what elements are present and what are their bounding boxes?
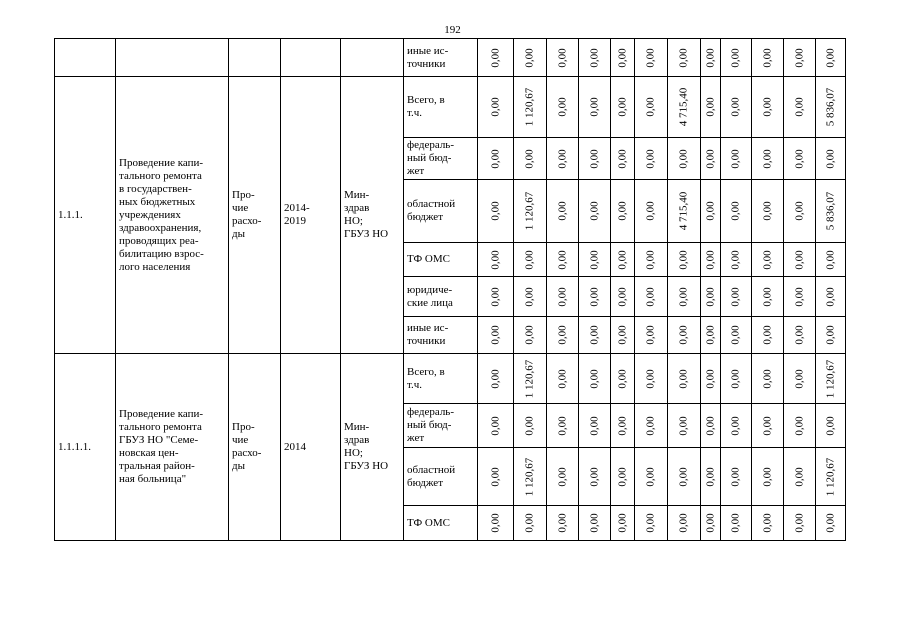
value-cell	[752, 404, 784, 448]
value-cell	[721, 354, 752, 404]
period-cell	[281, 39, 341, 77]
value-cell	[547, 448, 579, 506]
value-text: 0,00	[704, 513, 716, 533]
value-cell	[816, 317, 846, 354]
value-text: 0,00	[677, 47, 690, 68]
value-cell	[514, 138, 547, 180]
expense-type-cell: Про- чие расхо- ды	[229, 77, 281, 354]
value-cell	[611, 404, 635, 448]
value-cell	[514, 404, 547, 448]
value-cell	[514, 39, 547, 77]
value-cell	[721, 404, 752, 448]
value-text: 0,00	[644, 47, 657, 68]
value-text: 0,00	[824, 513, 836, 533]
value-cell	[547, 243, 579, 277]
value-cell	[752, 506, 784, 541]
value-cell	[611, 39, 635, 77]
value-text: 0,00	[489, 97, 501, 117]
value-text: 0,00	[556, 466, 568, 487]
value-cell	[579, 77, 611, 138]
value-text: 0,00	[556, 47, 568, 68]
value-text: 1 120,67	[824, 457, 836, 496]
value-text: 0,00	[761, 201, 773, 221]
value-text: 0,00	[793, 415, 805, 436]
value-text: 0,00	[489, 201, 501, 221]
value-cell	[784, 317, 816, 354]
value-text: 0,00	[588, 368, 600, 389]
value-cell	[784, 138, 816, 180]
value-text: 0,00	[824, 415, 836, 436]
value-cell	[701, 243, 721, 277]
value-text: 0,00	[704, 47, 716, 68]
value-text: 0,00	[556, 325, 568, 345]
value-cell	[816, 448, 846, 506]
value-text: 0,00	[588, 466, 600, 487]
value-cell	[816, 354, 846, 404]
executor-cell: Мин- здрав НО; ГБУЗ НО	[341, 354, 404, 541]
value-text: 4 715,40	[677, 191, 690, 231]
value-cell	[611, 180, 635, 243]
value-cell	[668, 317, 701, 354]
value-text: 0,00	[556, 286, 568, 307]
value-text: 0,00	[556, 415, 568, 436]
value-cell	[668, 354, 701, 404]
value-text: 0,00	[761, 415, 773, 436]
value-text: 0,00	[704, 286, 716, 307]
value-text: 0,00	[793, 201, 805, 221]
value-cell	[478, 317, 514, 354]
value-text: 0,00	[793, 148, 805, 169]
value-text: 0,00	[824, 47, 836, 68]
value-cell	[784, 277, 816, 317]
value-cell	[784, 243, 816, 277]
value-text: 0,00	[588, 249, 600, 270]
value-text: 0,00	[644, 368, 657, 389]
value-text: 0,00	[761, 286, 773, 307]
value-text: 0,00	[677, 325, 690, 345]
value-text: 0,00	[556, 201, 568, 221]
value-cell	[668, 243, 701, 277]
value-cell	[478, 404, 514, 448]
value-cell	[579, 277, 611, 317]
value-text: 0,00	[677, 286, 690, 307]
value-cell	[721, 180, 752, 243]
value-cell	[668, 77, 701, 138]
value-cell	[721, 448, 752, 506]
value-cell	[635, 277, 668, 317]
funding-source-cell: федераль- ный бюд- жет	[404, 404, 478, 448]
row-code-cell	[55, 39, 116, 77]
value-cell	[721, 277, 752, 317]
value-cell	[579, 354, 611, 404]
value-text: 0,00	[616, 47, 628, 68]
value-cell	[816, 277, 846, 317]
value-text: 0,00	[644, 415, 657, 436]
value-text: 0,00	[523, 249, 536, 270]
value-cell	[611, 354, 635, 404]
value-cell	[635, 448, 668, 506]
value-text: 0,00	[588, 415, 600, 436]
value-text: 0,00	[793, 368, 805, 389]
value-cell	[668, 39, 701, 77]
value-text: 0,00	[761, 249, 773, 270]
value-text: 0,00	[677, 466, 690, 487]
value-text: 0,00	[489, 148, 501, 169]
value-cell	[784, 354, 816, 404]
table-row	[55, 354, 846, 404]
value-cell	[668, 448, 701, 506]
value-cell	[579, 180, 611, 243]
value-text: 0,00	[523, 286, 536, 307]
value-text: 0,00	[523, 325, 536, 345]
value-cell	[721, 39, 752, 77]
value-text: 0,00	[824, 286, 836, 307]
value-text: 4 715,40	[677, 87, 690, 127]
value-text: 0,00	[824, 325, 836, 345]
value-cell	[579, 317, 611, 354]
value-cell	[547, 39, 579, 77]
value-cell	[478, 354, 514, 404]
value-cell	[701, 448, 721, 506]
table-row	[55, 77, 846, 138]
funding-source-cell: ТФ ОМС	[404, 243, 478, 277]
value-text: 0,00	[761, 513, 773, 533]
value-cell	[635, 243, 668, 277]
value-text: 0,00	[616, 415, 628, 436]
value-cell	[752, 277, 784, 317]
value-cell	[611, 77, 635, 138]
value-cell	[478, 448, 514, 506]
value-cell	[478, 243, 514, 277]
value-cell	[514, 448, 547, 506]
value-cell	[478, 277, 514, 317]
value-text: 0,00	[704, 368, 716, 389]
value-text: 0,00	[588, 47, 600, 68]
value-text: 1 120,67	[523, 87, 536, 127]
value-cell	[721, 138, 752, 180]
value-text: 0,00	[704, 415, 716, 436]
value-text: 0,00	[704, 249, 716, 270]
value-text: 0,00	[729, 47, 742, 68]
value-cell	[635, 39, 668, 77]
value-text: 0,00	[489, 249, 501, 270]
value-text: 0,00	[677, 368, 690, 389]
value-cell	[635, 317, 668, 354]
value-cell	[579, 404, 611, 448]
value-cell	[579, 506, 611, 541]
value-text: 0,00	[677, 415, 690, 436]
value-cell	[816, 138, 846, 180]
expense-type-cell	[229, 39, 281, 77]
value-cell	[752, 448, 784, 506]
value-text: 0,00	[793, 466, 805, 487]
value-cell	[478, 39, 514, 77]
value-cell	[701, 77, 721, 138]
value-text: 1 120,67	[523, 359, 536, 398]
value-cell	[701, 138, 721, 180]
value-text: 0,00	[644, 513, 657, 533]
value-text: 0,00	[761, 97, 773, 117]
value-cell	[514, 354, 547, 404]
value-cell	[611, 506, 635, 541]
value-cell	[547, 277, 579, 317]
value-cell	[579, 243, 611, 277]
value-cell	[752, 243, 784, 277]
value-text: 0,00	[523, 47, 536, 68]
value-cell	[721, 77, 752, 138]
value-cell	[701, 404, 721, 448]
value-text: 0,00	[556, 249, 568, 270]
value-cell	[579, 39, 611, 77]
value-text: 0,00	[616, 286, 628, 307]
value-cell	[635, 138, 668, 180]
value-text: 0,00	[644, 325, 657, 345]
value-text: 0,00	[677, 249, 690, 270]
value-text: 0,00	[729, 513, 742, 533]
value-text: 0,00	[489, 466, 501, 487]
value-text: 0,00	[644, 97, 657, 117]
value-text: 0,00	[644, 286, 657, 307]
value-cell	[478, 506, 514, 541]
value-text: 0,00	[729, 148, 742, 169]
value-cell	[547, 77, 579, 138]
value-text: 0,00	[729, 286, 742, 307]
value-text: 0,00	[729, 97, 742, 117]
value-cell	[635, 354, 668, 404]
value-text: 1 120,67	[523, 457, 536, 496]
value-cell	[701, 180, 721, 243]
value-cell	[784, 180, 816, 243]
value-cell	[547, 404, 579, 448]
value-text: 0,00	[588, 97, 600, 117]
value-text: 0,00	[588, 201, 600, 221]
value-text: 0,00	[793, 47, 805, 68]
value-text: 0,00	[761, 368, 773, 389]
value-cell	[668, 180, 701, 243]
value-text: 0,00	[489, 286, 501, 307]
value-text: 0,00	[677, 148, 690, 169]
value-cell	[478, 138, 514, 180]
value-text: 0,00	[588, 325, 600, 345]
value-cell	[752, 354, 784, 404]
value-text: 1 120,67	[824, 359, 836, 398]
value-cell	[816, 180, 846, 243]
value-cell	[784, 404, 816, 448]
value-cell	[514, 506, 547, 541]
value-text: 0,00	[761, 466, 773, 487]
value-text: 0,00	[489, 415, 501, 436]
value-text: 5 836,07	[824, 191, 836, 231]
measure-name-cell	[116, 39, 229, 77]
value-text: 0,00	[523, 415, 536, 436]
value-cell	[514, 77, 547, 138]
value-cell	[635, 506, 668, 541]
table-row	[55, 39, 846, 77]
value-cell	[784, 39, 816, 77]
value-text: 0,00	[616, 148, 628, 169]
value-cell	[579, 138, 611, 180]
value-text: 0,00	[729, 368, 742, 389]
period-cell: 2014	[281, 354, 341, 541]
value-text: 0,00	[793, 325, 805, 345]
value-text: 0,00	[729, 201, 742, 221]
value-text: 0,00	[704, 201, 716, 221]
value-text: 0,00	[793, 286, 805, 307]
value-cell	[668, 404, 701, 448]
executor-cell: Мин- здрав НО; ГБУЗ НО	[341, 77, 404, 354]
value-cell	[784, 448, 816, 506]
value-cell	[478, 180, 514, 243]
period-cell: 2014- 2019	[281, 77, 341, 354]
value-cell	[668, 277, 701, 317]
measure-name-cell: Проведение капи- тального ремонта ГБУЗ НО "Семе- новская цен- тральная район- ная больница"	[116, 354, 229, 541]
value-cell	[816, 39, 846, 77]
value-cell	[611, 448, 635, 506]
value-text: 0,00	[644, 249, 657, 270]
value-text: 0,00	[588, 513, 600, 533]
value-text: 0,00	[616, 368, 628, 389]
row-code-cell: 1.1.1.	[55, 77, 116, 354]
value-cell	[784, 506, 816, 541]
value-cell	[816, 506, 846, 541]
value-text: 0,00	[644, 466, 657, 487]
value-cell	[514, 317, 547, 354]
value-text: 0,00	[677, 513, 690, 533]
value-text: 0,00	[616, 249, 628, 270]
value-cell	[721, 317, 752, 354]
value-cell	[635, 404, 668, 448]
funding-source-cell: областной бюджет	[404, 448, 478, 506]
value-cell	[752, 317, 784, 354]
value-text: 5 836,07	[824, 87, 836, 127]
funding-source-cell: федераль- ный бюд- жет	[404, 138, 478, 180]
executor-cell	[341, 39, 404, 77]
value-text: 0,00	[704, 466, 716, 487]
value-cell	[721, 506, 752, 541]
value-text: 0,00	[616, 325, 628, 345]
value-cell	[635, 77, 668, 138]
value-text: 0,00	[793, 249, 805, 270]
funding-source-cell: иные ис- точники	[404, 39, 478, 77]
value-text: 0,00	[616, 466, 628, 487]
value-cell	[701, 354, 721, 404]
value-text: 0,00	[523, 513, 536, 533]
value-text: 0,00	[616, 513, 628, 533]
value-cell	[635, 180, 668, 243]
value-cell	[611, 277, 635, 317]
value-text: 0,00	[644, 201, 657, 221]
value-text: 0,00	[616, 201, 628, 221]
value-cell	[668, 506, 701, 541]
value-text: 0,00	[489, 513, 501, 533]
page-number: 192	[444, 24, 461, 36]
value-cell	[547, 180, 579, 243]
value-cell	[784, 77, 816, 138]
value-text: 0,00	[588, 148, 600, 169]
value-cell	[701, 317, 721, 354]
value-text: 0,00	[489, 368, 501, 389]
value-text: 0,00	[729, 466, 742, 487]
value-cell	[668, 138, 701, 180]
value-cell	[752, 180, 784, 243]
value-text: 0,00	[704, 97, 716, 117]
funding-source-cell: иные ис- точники	[404, 317, 478, 354]
value-cell	[701, 277, 721, 317]
value-text: 0,00	[793, 513, 805, 533]
value-text: 0,00	[556, 97, 568, 117]
funding-source-cell: юридиче- ские лица	[404, 277, 478, 317]
funding-source-cell: Всего, в т.ч.	[404, 354, 478, 404]
value-text: 0,00	[556, 148, 568, 169]
value-cell	[611, 317, 635, 354]
value-cell	[816, 77, 846, 138]
funding-source-cell: областной бюджет	[404, 180, 478, 243]
value-cell	[816, 243, 846, 277]
value-text: 0,00	[489, 325, 501, 345]
value-text: 0,00	[824, 249, 836, 270]
value-cell	[579, 448, 611, 506]
row-code-cell: 1.1.1.1.	[55, 354, 116, 541]
value-text: 0,00	[824, 148, 836, 169]
value-text: 0,00	[704, 148, 716, 169]
value-cell	[611, 243, 635, 277]
funding-source-cell: ТФ ОМС	[404, 506, 478, 541]
value-cell	[816, 404, 846, 448]
value-text: 0,00	[793, 97, 805, 117]
value-cell	[752, 138, 784, 180]
value-text: 0,00	[588, 286, 600, 307]
value-text: 0,00	[729, 249, 742, 270]
value-cell	[514, 243, 547, 277]
value-cell	[611, 138, 635, 180]
value-text: 0,00	[644, 148, 657, 169]
expense-type-cell: Про- чие расхо- ды	[229, 354, 281, 541]
value-text: 0,00	[616, 97, 628, 117]
value-cell	[514, 180, 547, 243]
value-cell	[701, 506, 721, 541]
value-cell	[514, 277, 547, 317]
value-text: 0,00	[489, 47, 501, 68]
value-text: 1 120,67	[523, 191, 536, 231]
value-cell	[721, 243, 752, 277]
measure-name-cell: Проведение капи- тального ремонта в государствен- ных бюджетных учреждениях здравоохранения, проводящих реа- билитацию взрос- лого населения	[116, 77, 229, 354]
value-text: 0,00	[761, 47, 773, 68]
value-text: 0,00	[729, 415, 742, 436]
value-cell	[547, 354, 579, 404]
value-cell	[478, 77, 514, 138]
value-text: 0,00	[729, 325, 742, 345]
budget-table	[54, 38, 846, 541]
value-text: 0,00	[704, 325, 716, 345]
value-cell	[752, 77, 784, 138]
funding-source-cell: Всего, в т.ч.	[404, 77, 478, 138]
value-text: 0,00	[761, 325, 773, 345]
value-text: 0,00	[761, 148, 773, 169]
value-text: 0,00	[556, 368, 568, 389]
value-cell	[752, 39, 784, 77]
value-text: 0,00	[556, 513, 568, 533]
value-cell	[547, 506, 579, 541]
value-cell	[547, 138, 579, 180]
value-cell	[547, 317, 579, 354]
value-text: 0,00	[523, 148, 536, 169]
value-cell	[701, 39, 721, 77]
